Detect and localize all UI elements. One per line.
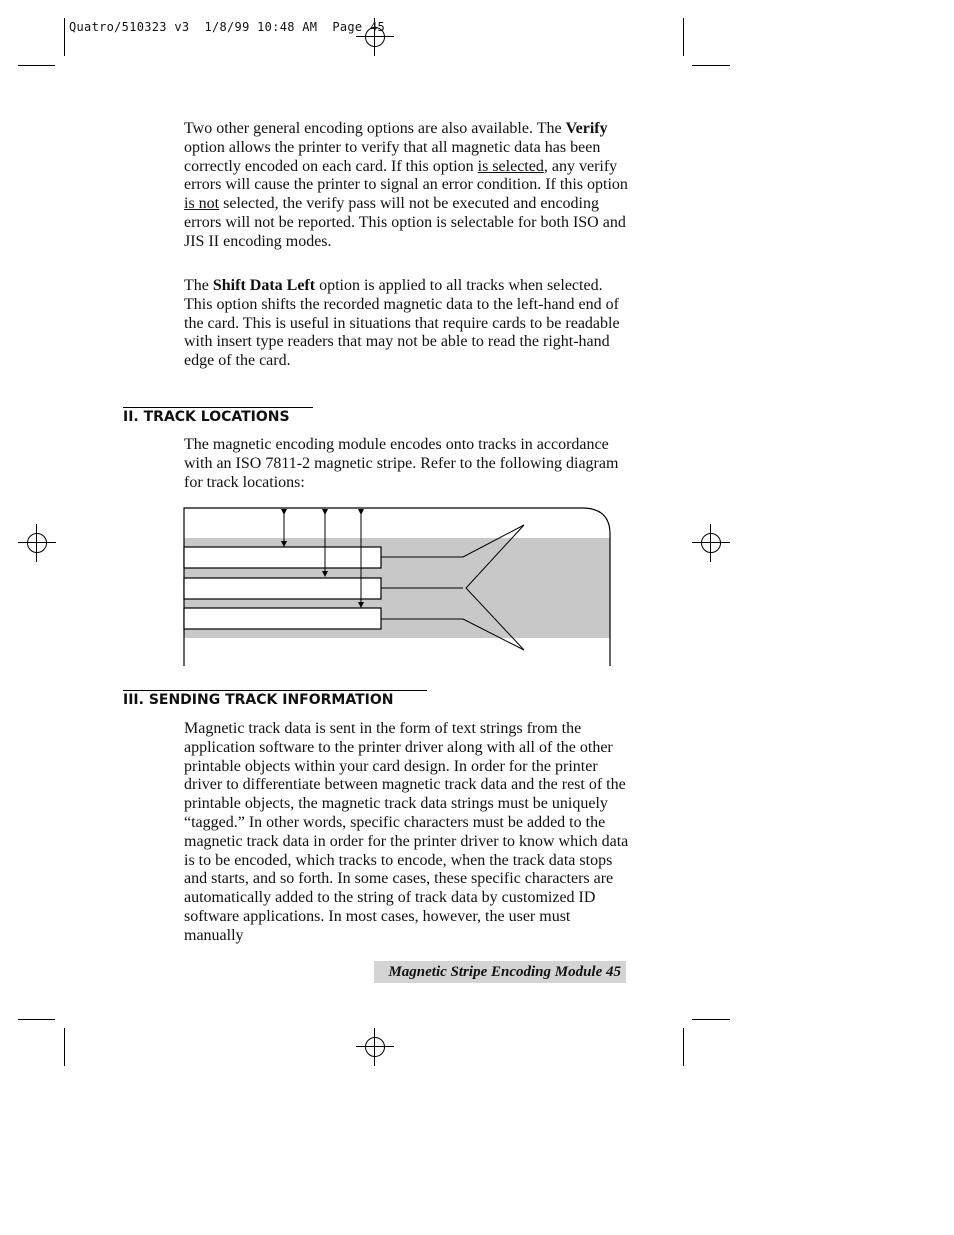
- crop-mark: [692, 65, 730, 66]
- shift-data-left-paragraph: [184, 277, 629, 371]
- registration-mark-icon: [356, 1028, 394, 1066]
- section-heading-track-locations: II. TRACK LOCATIONS: [123, 407, 313, 426]
- crop-mark: [64, 1028, 65, 1066]
- underlined-text: is not: [184, 195, 220, 213]
- crop-mark: [683, 18, 684, 56]
- text-run: selected, the verify pass will not be executed and encoding errors will not be reported. This option is selectable for both ISO and JIS II encoding modes.: [184, 195, 626, 250]
- verify-paragraph: [184, 120, 629, 252]
- track-3: [184, 608, 381, 629]
- registration-mark-icon: [18, 524, 56, 562]
- print-slug: Quatro/510323 v3 1/8/99 10:48 AM Page 45: [69, 20, 386, 34]
- page-footer: Magnetic Stripe Encoding Module 45: [374, 961, 626, 983]
- text-run: option is applied to all tracks when selected. This option shifts the recorded magnetic data to the left-hand end of the card. This is useful in situations that require cards to be readable with insert type readers that may not be able to read the right-hand edge of the card.: [184, 277, 620, 370]
- crop-mark: [64, 18, 65, 56]
- underlined-text: is selected: [477, 157, 544, 175]
- crop-mark: [18, 1019, 55, 1020]
- crop-mark: [18, 65, 55, 66]
- section-heading-sending-track-information: III. SENDING TRACK INFORMATION: [123, 690, 427, 709]
- registration-mark-icon: [692, 524, 730, 562]
- track-locations-paragraph: The magnetic encoding module encodes onto tracks in accordance with an ISO 7811-2 magnetic stripe. Refer to the following diagram for track locations:: [184, 436, 619, 491]
- crop-mark: [692, 1019, 730, 1020]
- sending-track-information-paragraph: Magnetic track data is sent in the form of text strings from the application software to the printer driver along with all of the other printable objects within your card design. In order for the printer driver to differentiate between magnetic track data and the rest of the printable objects, the magnetic track data strings must be uniquely “tagged.” In other words, specific characters must be added to the magnetic track data in order for the printer driver to know which data is to be encoded, which tracks to encode, when the track data stops and starts, and so forth. In some cases, these specific characters are automatically added to the string of track data by customized ID software applications. In most cases, however, the user must manually: [184, 720, 629, 944]
- track-2: [184, 578, 381, 599]
- text-run: Two other general encoding options are also available. The: [184, 120, 562, 137]
- text-run: , any verify errors will cause the printer to signal an error condition. If this option: [184, 157, 628, 194]
- verify-term: Verify: [565, 120, 608, 137]
- track-1: [184, 547, 381, 568]
- crop-mark: [683, 1028, 684, 1066]
- shift-data-left-term: Shift Data Left: [212, 277, 316, 294]
- text-run: The: [184, 277, 213, 294]
- text-run: option allows the printer to verify that all magnetic data has been correctly encoded on each card. If this option: [184, 138, 601, 175]
- track-location-diagram: [180, 504, 615, 669]
